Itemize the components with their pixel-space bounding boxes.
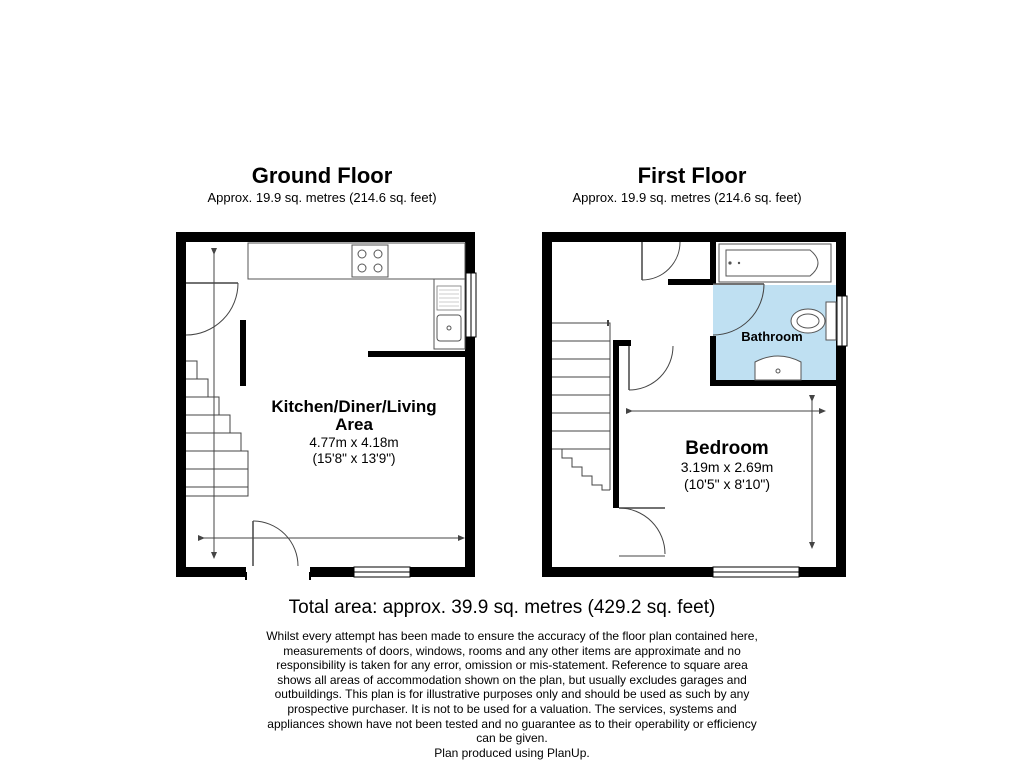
hob-icon	[352, 245, 388, 277]
ground-window-side	[466, 273, 476, 337]
landing-door	[619, 508, 665, 556]
plan-credit: Plan produced using PlanUp.	[434, 745, 590, 760]
kitchen-room-name: Kitchen/Diner/Living	[271, 397, 437, 416]
front-door	[253, 521, 298, 566]
wash-basin-icon	[755, 356, 801, 380]
bedroom-door	[629, 346, 673, 390]
bedroom-room-imperial: (10'5" x 8'10")	[683, 476, 771, 492]
first-floor-staircase	[552, 320, 610, 490]
ground-internal-wall	[368, 351, 465, 357]
bathroom-window	[837, 296, 847, 346]
total-area: Total area: approx. 39.9 sq. metres (429.2 sq. feet)	[288, 597, 716, 618]
bedroom-room-name: Bedroom	[685, 438, 769, 459]
ground-floor-plan	[181, 237, 476, 580]
stair-partition	[240, 320, 246, 386]
ground-floor-area: Approx. 19.9 sq. metres (214.6 sq. feet)	[207, 190, 437, 205]
ground-staircase	[186, 361, 248, 496]
cupboard-door	[642, 242, 680, 280]
bedroom-window	[713, 567, 799, 577]
disclaimer-text: Whilst every attempt has been made to ensure the accuracy of the floor plan contained here, measurements of doors, windows, rooms and any other items are approximate and no responsibility is taken for any error, omission or mis-statement. Reference to square area shows all areas of accommodation shown on the plan, but usually excludes garages and outbuildings. This plan is for illustrative purposes only and should be used as such by any prospective purchaser. It is not to be used for a valuation. The services, systems and appliances shown have not been tested and no guarantee as to their operability or efficiency can be given.	[266, 629, 758, 746]
bathroom-room-name: Bathroom	[741, 329, 803, 344]
disclaimer-block	[262, 629, 762, 760]
under-stairs-door	[186, 283, 238, 335]
bath-icon	[719, 244, 831, 282]
first-floor-plan	[547, 237, 847, 577]
first-floor-area: Approx. 19.9 sq. metres (214.6 sq. feet)	[572, 190, 802, 205]
ground-floor-title: Ground Floor	[251, 163, 393, 188]
bedroom-room-metric: 3.19m x 2.69m	[680, 459, 774, 475]
kitchen-room-metric: 4.77m x 4.18m	[309, 435, 399, 450]
first-floor-title: First Floor	[637, 163, 747, 188]
kitchen-room-name-line2: Area	[335, 415, 373, 434]
ground-window-front	[354, 567, 410, 577]
kitchen-room-imperial: (15'8" x 13'9")	[312, 451, 396, 466]
